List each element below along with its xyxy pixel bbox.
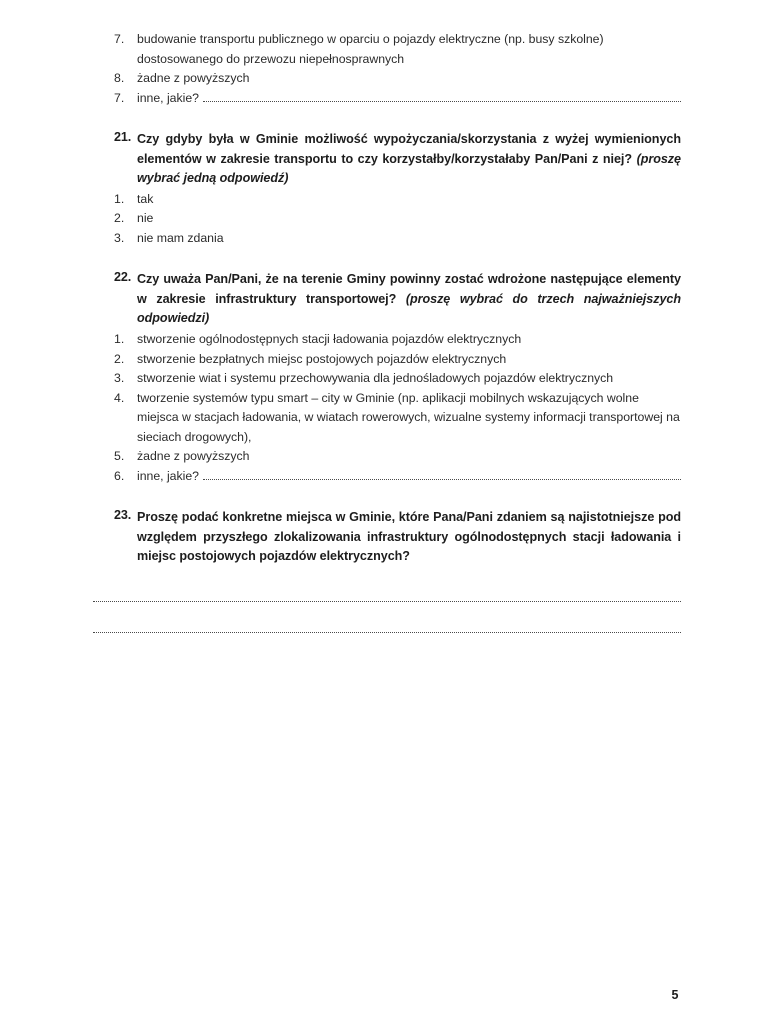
list-item-number: 8. (114, 71, 125, 85)
list-item[interactable] (93, 209, 681, 229)
write-in-line-1[interactable] (93, 601, 681, 602)
question-22-answers (93, 330, 681, 486)
list-item-text: nie mam zdania (137, 230, 224, 245)
continued-answer-list (93, 30, 681, 108)
list-item-text: budowanie transportu publicznego w oparciu o pojazdy elektryczne (np. busy szkolne) dostosowanego do przewozu niepełnosprawnych (137, 32, 604, 66)
question-text-main: Czy gdyby była w Gminie możliwość wypożyczania/skorzystania z wyżej wymienionych elementów w zakresie transportu to czy korzystałby/korzystałaby Pan/Pani z niej? (137, 132, 681, 166)
question-23 (93, 508, 681, 567)
question-text-note: (proszę wybrać jedną odpowiedź) (137, 151, 681, 186)
list-item[interactable] (93, 350, 681, 370)
list-item-text (137, 89, 681, 109)
list-item[interactable] (93, 389, 681, 448)
list-item-text: stworzenie bezpłatnych miejsc postojowych pojazdów elektrycznych (137, 351, 507, 366)
list-item-number: 5. (114, 449, 125, 464)
write-in-line-1-wrap (93, 601, 681, 602)
list-item-number: 4. (114, 390, 125, 405)
question-text-main: Czy uważa Pan/Pani, że na terenie Gminy powinny zostać wdrożone następujące elementy w zakresie infrastruktury transportowej? (137, 272, 681, 306)
list-item-text: tworzenie systemów typu smart – city w Gminie (np. aplikacji mobilnych wskazujących wolne miejsca w stacjach ładowania, w wiatach rowerowych, wizualne systemy informacji transportowej na sieciach drogowych), (137, 390, 680, 444)
list-item (93, 89, 681, 109)
write-in-line-2[interactable] (93, 632, 681, 633)
list-item[interactable] (93, 330, 681, 350)
question-21 (93, 130, 681, 189)
question-21-answers (93, 190, 681, 249)
write-in-line-2-wrap (93, 632, 681, 633)
list-item-number: 6. (114, 468, 125, 483)
list-item-number: 1. (114, 191, 125, 206)
page-content (93, 30, 681, 633)
write-in-dotted-line[interactable] (203, 92, 681, 102)
question-number: 22. (114, 270, 132, 285)
question-text (137, 130, 681, 189)
list-item-text: tak (137, 191, 154, 206)
list-item-number: 2. (114, 211, 125, 226)
list-item-text: żadne z powyższych (137, 71, 250, 85)
list-item[interactable] (93, 190, 681, 210)
list-item-text: stworzenie wiat i systemu przechowywania dla jednośladowych pojazdów elektrycznych (137, 371, 614, 386)
list-item-text: stworzenie ogólnodostępnych stacji ładowania pojazdów elektrycznych (137, 332, 522, 347)
list-item-number: 3. (114, 230, 125, 245)
list-item-number: 7. (114, 90, 125, 105)
list-item (93, 30, 681, 69)
list-item[interactable] (93, 447, 681, 467)
list-item[interactable] (93, 467, 681, 487)
question-text (137, 270, 681, 329)
question-number: 23. (114, 508, 132, 523)
list-item-label: inne, jakie? (137, 90, 199, 105)
list-item-number: 7. (114, 32, 125, 46)
list-item[interactable] (93, 369, 681, 389)
list-item[interactable] (93, 229, 681, 249)
list-item-text: żadne z powyższych (137, 449, 250, 464)
page-number: 5 (671, 988, 679, 1002)
list-item-text (137, 467, 681, 487)
list-item-text: nie (137, 211, 154, 226)
list-item-label: inne, jakie? (137, 468, 199, 483)
list-item (93, 69, 681, 89)
question-text (137, 508, 681, 567)
question-text-note: (proszę wybrać do trzech najważniejszych odpowiedzi) (137, 291, 681, 326)
question-number: 21. (114, 130, 132, 144)
question-text-main: Proszę podać konkretne miejsca w Gminie, które Pana/Pani zdaniem są najistotniejsze pod względem przyszłego zlokalizowania infrastruktury ogólnodostępnych stacji ładowania i miejsc postojowych pojazdów elektrycznych? (137, 510, 681, 564)
list-item-number: 1. (114, 332, 125, 347)
list-item-number: 3. (114, 371, 125, 386)
question-22 (93, 270, 681, 329)
list-item-number: 2. (114, 351, 125, 366)
write-in-dotted-line[interactable] (203, 470, 681, 480)
